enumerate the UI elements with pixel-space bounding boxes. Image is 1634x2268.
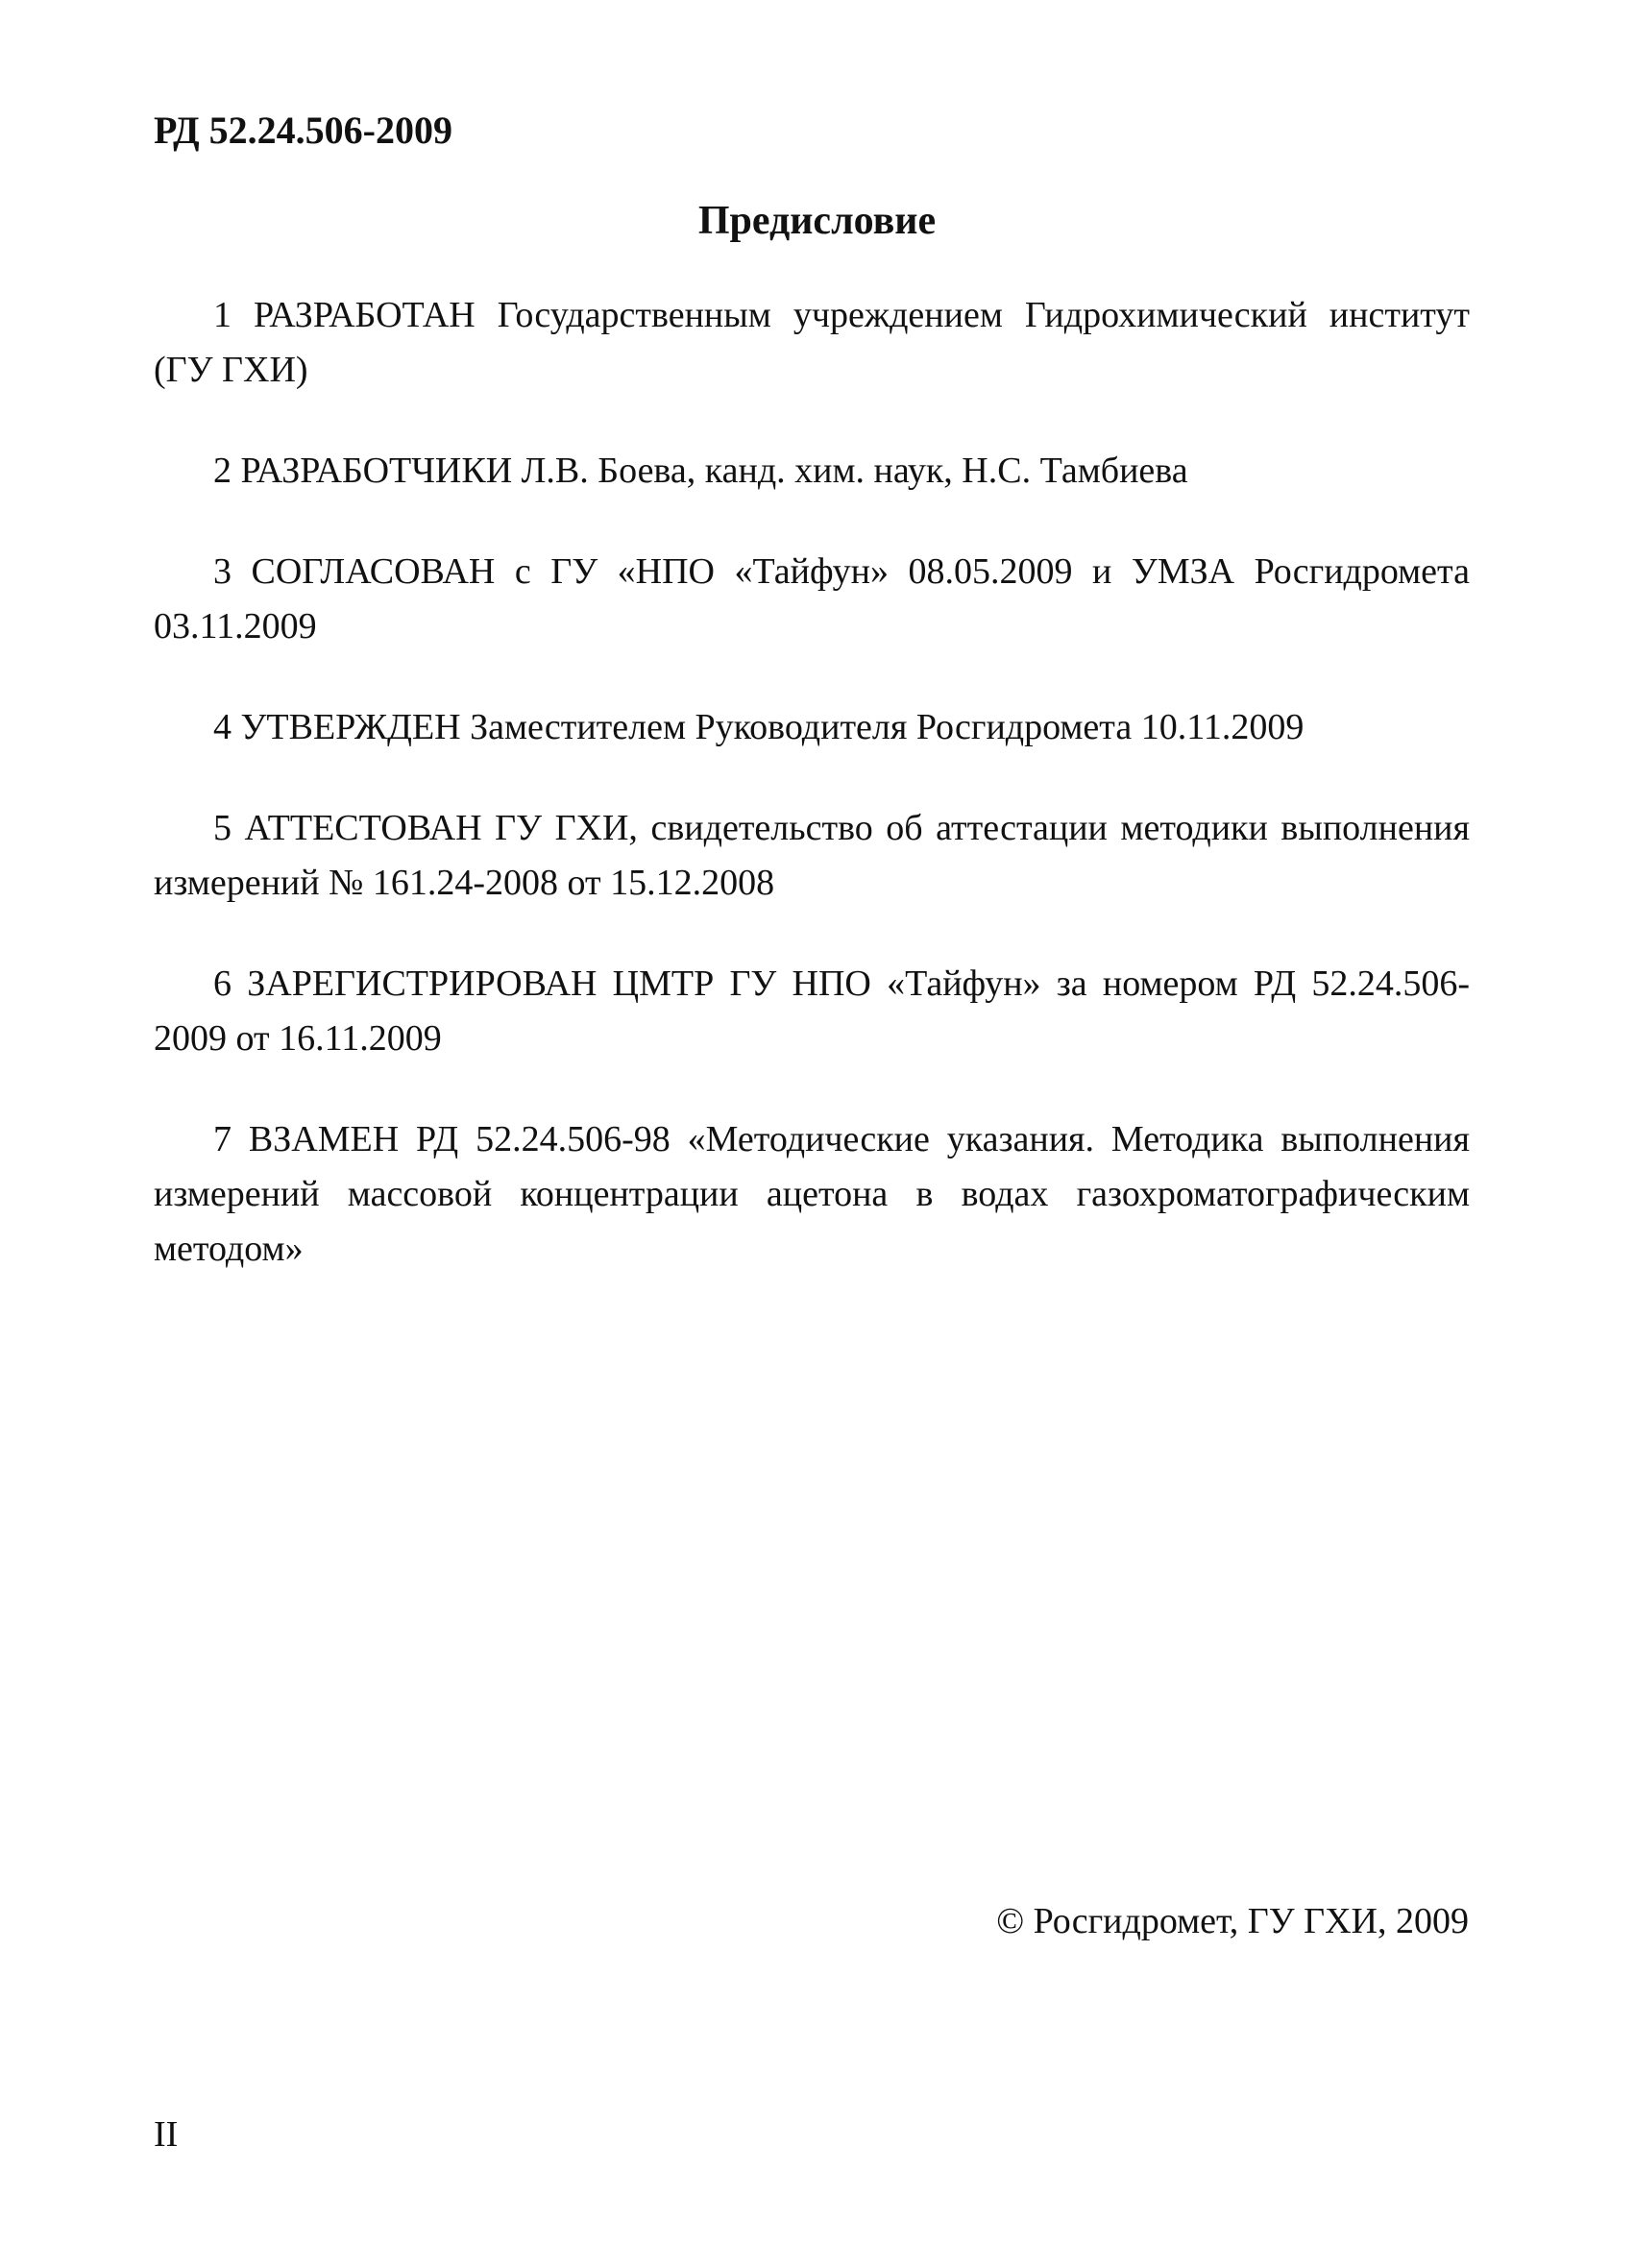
foreword-item-agreed: 3 СОГЛАСОВАН с ГУ «НПО «Тайфун» 08.05.2009 и УМЗА Росгидромета 03.11.2009	[154, 551, 1470, 646]
foreword-item-approved: 4 УТВЕРЖДЕН Заместителем Руководителя Росгидромета 10.11.2009	[213, 707, 1305, 747]
page-title: Предисловие	[697, 199, 937, 243]
foreword-item-replaces: 7 ВЗАМЕН РД 52.24.506-98 «Методические указания. Методика выполнения измерений массовой концентрации ацетона в водах газохроматографическим методом»	[154, 1119, 1470, 1269]
page-number: II	[154, 2114, 179, 2155]
copyright-notice: © Росгидромет, ГУ ГХИ, 2009	[996, 1901, 1469, 1941]
foreword-items	[154, 288, 1470, 1323]
foreword-item-certified: 5 АТТЕСТОВАН ГУ ГХИ, свидетельство об аттестации методики выполнения измерений № 161.24-2008 от 15.12.2008	[154, 808, 1470, 903]
foreword-item-developed: 1 РАЗРАБОТАН Государственным учреждением Гидрохимический институт (ГУ ГХИ)	[154, 295, 1470, 390]
foreword-item-developers: 2 РАЗРАБОТЧИКИ Л.В. Боева, канд. хим. наук, Н.С. Тамбиева	[213, 451, 1188, 491]
document-code: РД 52.24.506-2009	[154, 109, 452, 152]
foreword-item-registered: 6 ЗАРЕГИСТРИРОВАН ЦМТР ГУ НПО «Тайфун» за номером РД 52.24.506-2009 от 16.11.2009	[154, 963, 1470, 1059]
